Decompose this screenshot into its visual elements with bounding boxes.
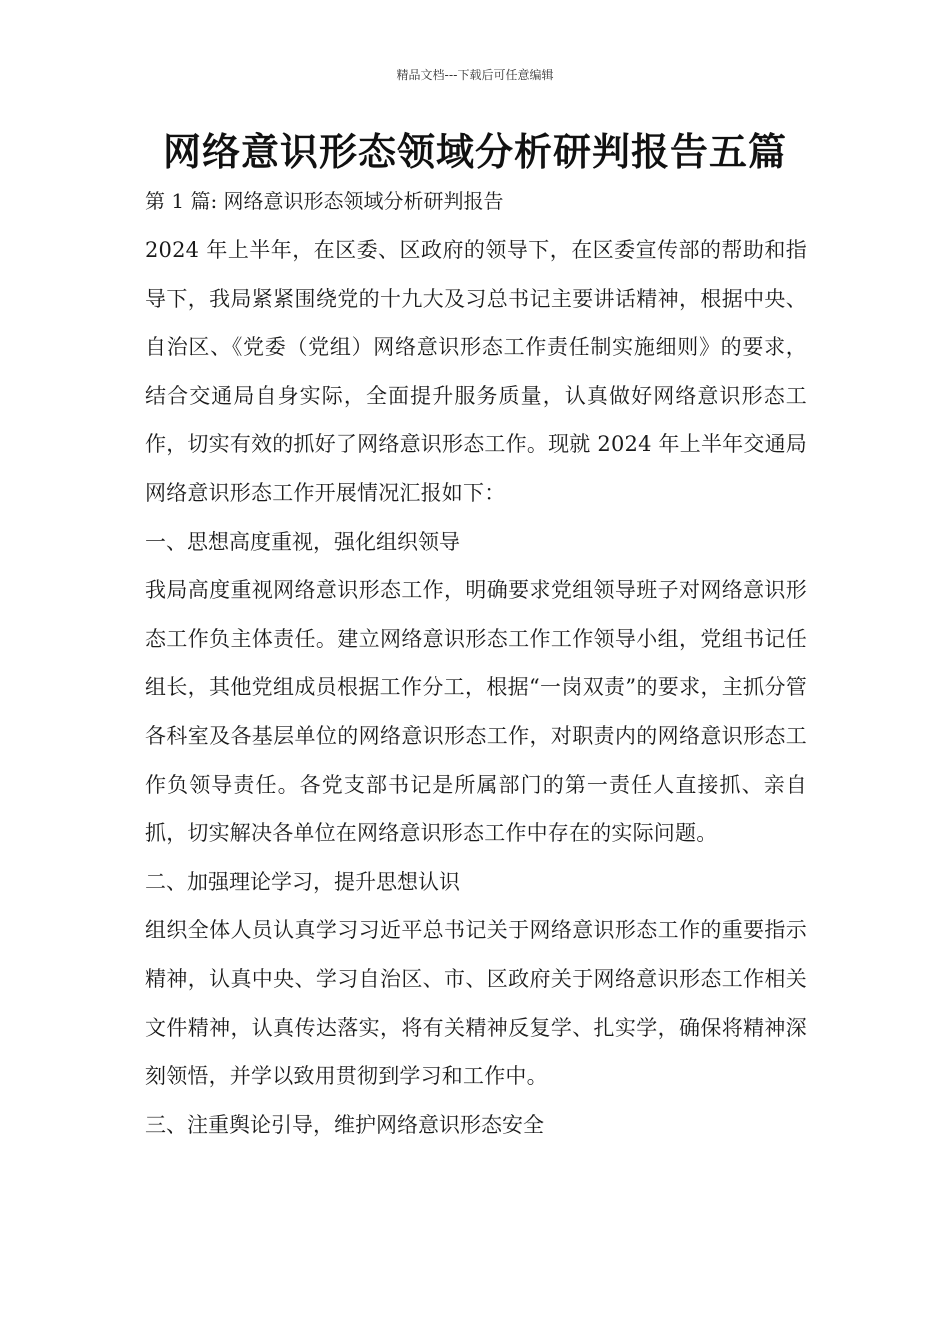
paragraph-section-2: 组织全体人员认真学习习近平总书记关于网络意识形态工作的重要指示精神，认真中央、学习自治区、市、区政府关于网络意识形态工作相关文件精神，认真传达落实，将有关精神反复学、扎实学，确保将精神深刻领悟，并学以致用贯彻到学习和工作中。 xyxy=(145,918,807,1089)
section-heading-2: 二、加强理论学习，提升思想认识 xyxy=(145,869,460,894)
paragraph-intro: 2024 年上半年，在区委、区政府的领导下，在区委宣传部的帮助和指导下，我局紧紧围绕党的十九大及习总书记主要讲话精神，根据中央、自治区、《党委（党组）网络意识形态工作责任制实施细则》的要求，结合交通局自身实际，全面提升服务质量，认真做好网络意识形态工作，切实有效的抓好了网络意识形态工作。现就 2024 年上半年交通局网络意识形态工作开展情况汇报如下： xyxy=(145,238,807,505)
section-heading-1: 一、思想高度重视，强化组织领导 xyxy=(145,529,460,554)
document-subtitle: 第 1 篇: 网络意识形态领域分析研判报告 xyxy=(145,189,504,213)
document-body xyxy=(145,184,807,1149)
header-note: 精品文档---下载后可任意编辑 xyxy=(396,68,554,82)
document-title: 网络意识形态领域分析研判报告五篇 xyxy=(162,130,787,174)
section-heading-3: 三、注重舆论引导，维护网络意识形态安全 xyxy=(145,1112,544,1137)
paragraph-section-1: 我局高度重视网络意识形态工作，明确要求党组领导班子对网络意识形态工作负主体责任。建立网络意识形态工作工作领导小组，党组书记任组长，其他党组成员根据工作分工，根据“一岗双责”的要求，主抓分管各科室及各基层单位的网络意识形态工作，对职责内的网络意识形态工作负领导责任。各党支部书记是所属部门的第一责任人直接抓、亲自抓，切实解决各单位在网络意识形态工作中存在的实际问题。 xyxy=(145,578,807,846)
